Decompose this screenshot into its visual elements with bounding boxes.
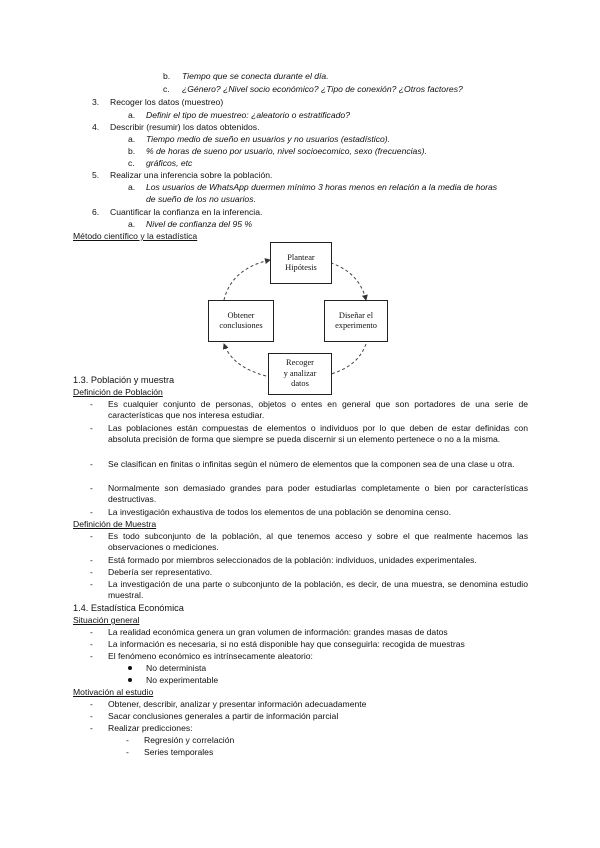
step-4-sub-b: % de horas de sueno por usuario, nivel socioecomico, sexo (frecuencias). bbox=[146, 146, 427, 156]
step-4-text: Describir (resumir) los datos obtenidos. bbox=[110, 122, 260, 132]
diagram-box-hipotesis bbox=[270, 242, 332, 284]
step-number: 5. bbox=[92, 170, 100, 180]
situacion-item: El fenómeno económico es intrínsecamente aleatorio: bbox=[108, 651, 313, 661]
section-1-4-title: 1.4. Estadística Económica bbox=[73, 603, 184, 613]
def-muestra-title: Definición de Muestra bbox=[73, 519, 157, 529]
diagram-box-label: Obtener conclusiones bbox=[219, 310, 263, 330]
diagram-box-datos bbox=[268, 353, 332, 395]
list-letter: a. bbox=[128, 110, 136, 120]
poblacion-item: La investigación exhaustiva de todos los elementos de una población se denomina censo. bbox=[108, 507, 452, 517]
list-item-c: ¿Género? ¿Nivel socio económico? ¿Tipo de conexión? ¿Otros factores? bbox=[182, 84, 463, 94]
step-3-text: Recoger los datos (muestreo) bbox=[110, 97, 224, 107]
bullet-dot bbox=[128, 666, 132, 670]
cycle-arrow bbox=[224, 260, 270, 300]
motivacion-item: Obtener, describir, analizar y presentar información adecuadamente bbox=[108, 699, 367, 709]
situacion-item: La realidad económica genera un gran volumen de información: grandes masas de datos bbox=[108, 627, 448, 637]
def-poblacion-title: Definición de Población bbox=[73, 387, 163, 397]
step-number: 3. bbox=[92, 97, 100, 107]
dash-bullet: - bbox=[126, 747, 129, 757]
list-item-b: Tiempo que se conecta durante el día. bbox=[182, 71, 329, 81]
poblacion-item: Las poblaciones están compuestas de elementos o individuos por lo que deben de estar definidas con absoluta precisión de forma que siempre se pueda discernir si un elemento pertenece o no a la misma. bbox=[108, 423, 528, 445]
step-number: 4. bbox=[92, 122, 100, 132]
dash-bullet: - bbox=[90, 651, 93, 661]
muestra-item: Es todo subconjunto de la población, al que tenemos acceso y sobre el que realmente hacemos las observaciones o mediciones. bbox=[108, 531, 528, 553]
dash-bullet: - bbox=[90, 423, 93, 433]
situacion-item: La información es necesaria, si no está disponible hay que conseguirla: recogida de muestras bbox=[108, 639, 465, 649]
poblacion-item: Normalmente son demasiado grandes para poder estudiarlas completamente o bien por características destructivas. bbox=[108, 483, 528, 505]
step-3-sub-a: Definir el tipo de muestreo: ¿aleatorio o estratificado? bbox=[146, 110, 350, 120]
motivacion-item: Realizar predicciones: bbox=[108, 723, 193, 733]
muestra-item: Está formado por miembros seleccionados de la población: individuos, unidades experimentales. bbox=[108, 555, 477, 565]
bullet-dot bbox=[128, 678, 132, 682]
aleatorio-item: No determinista bbox=[146, 663, 207, 673]
list-letter: b. bbox=[163, 71, 171, 81]
dash-bullet: - bbox=[90, 723, 93, 733]
dash-bullet: - bbox=[126, 735, 129, 745]
situacion-general-title: Situación general bbox=[73, 615, 140, 625]
diagram-title: Método científico y la estadística bbox=[73, 231, 198, 241]
dash-bullet: - bbox=[90, 483, 93, 493]
diagram-box-experimento bbox=[324, 300, 388, 342]
muestra-item: La investigación de una parte o subconjunto de la población, es decir, de una muestra, se denomina estudio muestral. bbox=[108, 579, 528, 601]
diagram-box-label: Plantear Hipótesis bbox=[285, 252, 317, 272]
dash-bullet: - bbox=[90, 531, 93, 541]
poblacion-item: Es cualquier conjunto de personas, objetos o entes en general que son portadores de una serie de características que nos interesa estudiar. bbox=[108, 399, 528, 421]
diagram-box-conclusiones bbox=[208, 300, 274, 342]
motivacion-title: Motivación al estudio bbox=[73, 687, 154, 697]
step-number: 6. bbox=[92, 207, 100, 217]
step-4-sub-a: Tiempo medio de sueño en usuarios y no usuarios (estadístico). bbox=[146, 134, 391, 144]
list-letter: a. bbox=[128, 134, 136, 144]
dash-bullet: - bbox=[90, 711, 93, 721]
step-6-text: Cuantificar la confianza en la inferencia. bbox=[110, 207, 263, 217]
dash-bullet: - bbox=[90, 699, 93, 709]
list-letter: b. bbox=[128, 146, 136, 156]
step-5-sub-a-line2: de sueño de los no usuarios. bbox=[146, 194, 256, 204]
aleatorio-item: No experimentable bbox=[146, 675, 219, 685]
list-letter: a. bbox=[128, 219, 136, 229]
list-letter: c. bbox=[128, 158, 135, 168]
dash-bullet: - bbox=[90, 555, 93, 565]
step-5-sub-a-line1: Los usuarios de WhatsApp duermen mínimo 3 horas menos en relación a la media de horas bbox=[146, 182, 498, 192]
list-letter: c. bbox=[163, 84, 170, 94]
section-1-3-title: 1.3. Población y muestra bbox=[73, 375, 175, 385]
muestra-item: Debería ser representativo. bbox=[108, 567, 213, 577]
list-letter: a. bbox=[128, 182, 136, 192]
prediccion-item: Regresión y correlación bbox=[144, 735, 235, 745]
motivacion-item: Sacar conclusiones generales a partir de información parcial bbox=[108, 711, 339, 721]
dash-bullet: - bbox=[90, 399, 93, 409]
dash-bullet: - bbox=[90, 639, 93, 649]
dash-bullet: - bbox=[90, 507, 93, 517]
cycle-arrow bbox=[224, 344, 266, 376]
poblacion-item: Se clasifican en finitas o infinitas según el número de elementos que la componen sea de una clase u otra. bbox=[108, 459, 515, 469]
prediccion-item: Series temporales bbox=[144, 747, 214, 757]
dash-bullet: - bbox=[90, 627, 93, 637]
dash-bullet: - bbox=[90, 459, 93, 469]
dash-bullet: - bbox=[90, 567, 93, 577]
step-5-text: Realizar una inferencia sobre la población. bbox=[110, 170, 273, 180]
step-6-sub-a: Nivel de confianza del 95 % bbox=[146, 219, 253, 229]
diagram-box-label: Diseñar el experimento bbox=[335, 310, 377, 330]
step-4-sub-c: gráficos, etc bbox=[146, 158, 193, 168]
dash-bullet: - bbox=[90, 579, 93, 589]
diagram-box-label: Recoger y analizar datos bbox=[283, 358, 317, 389]
